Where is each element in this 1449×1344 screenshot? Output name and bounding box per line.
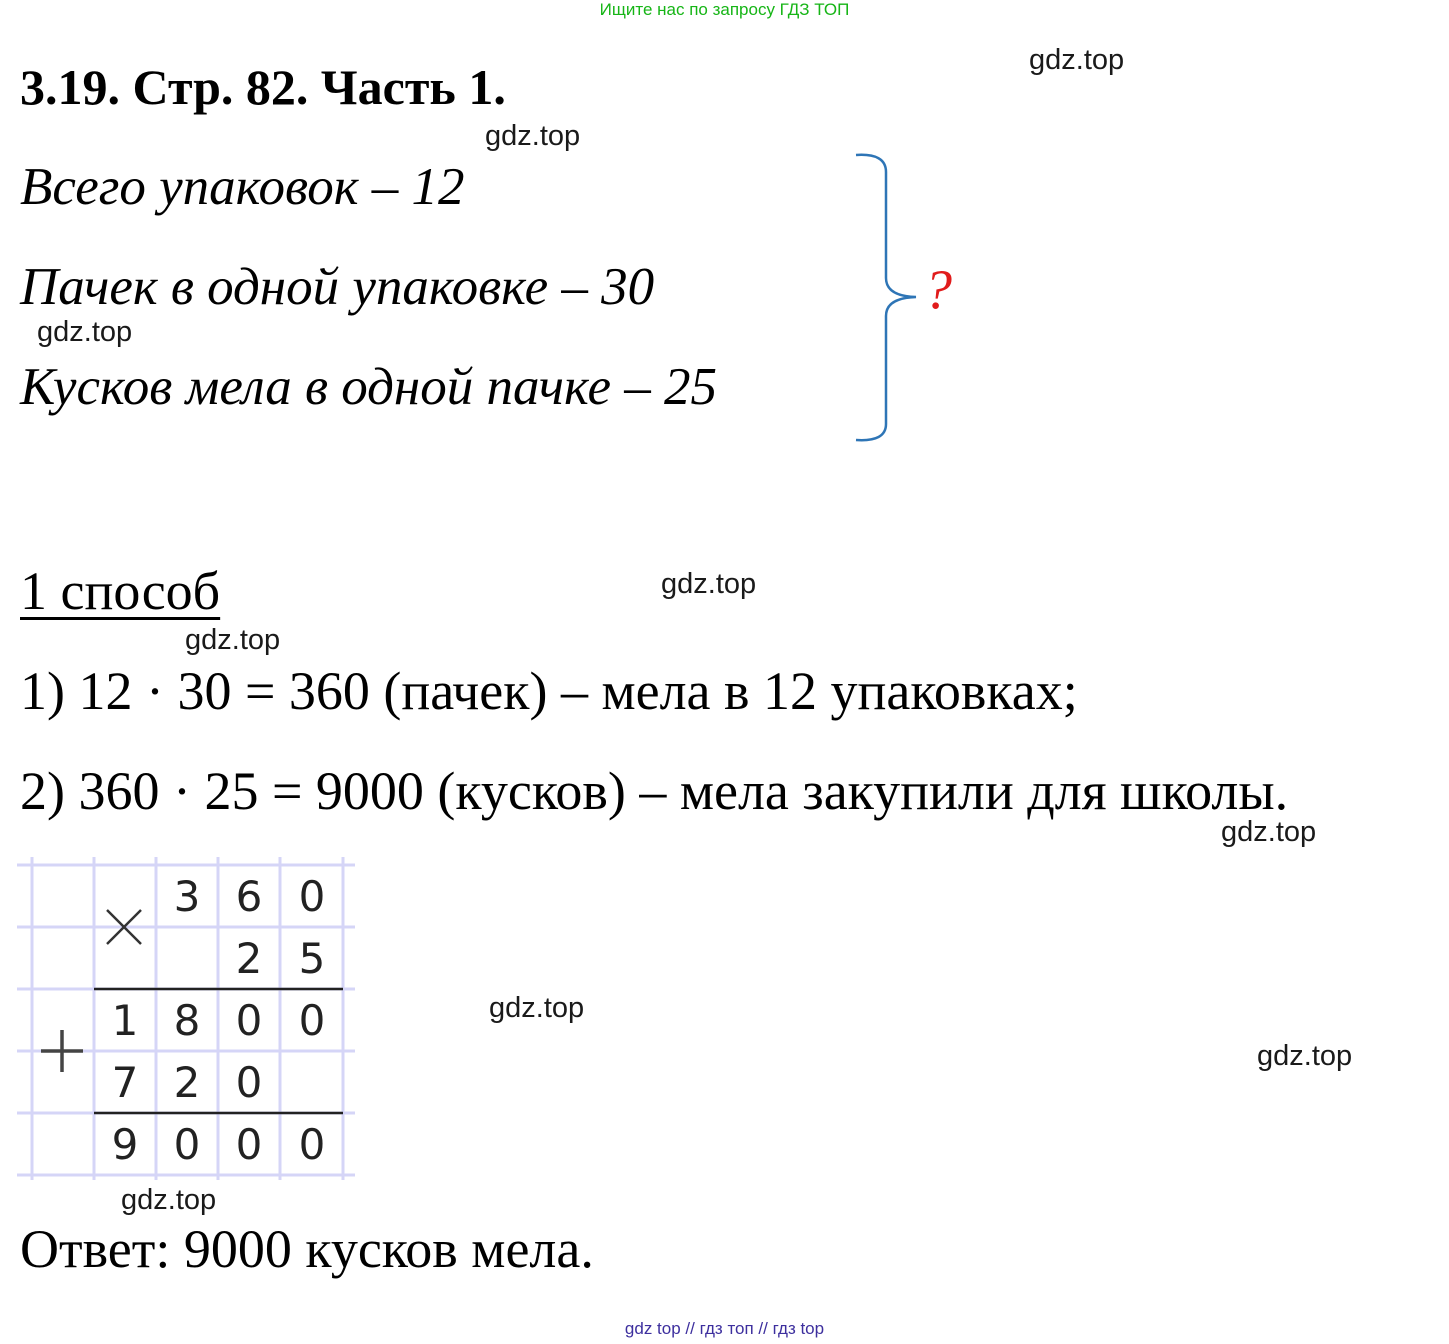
grid-digit: 0: [298, 996, 326, 1045]
question-mark: ?: [924, 259, 952, 321]
grid-digit: 0: [173, 1120, 201, 1169]
watermark: gdz.top: [185, 624, 281, 656]
method-heading: 1 способ: [20, 561, 221, 621]
watermark: gdz.top: [661, 568, 757, 600]
grid-digit: 0: [235, 1120, 263, 1169]
plus-sign-icon: [41, 1030, 83, 1072]
condition-total-packages: Всего упаковок – 12: [20, 158, 465, 216]
answer-line: Ответ: 9000 кусков мела.: [20, 1219, 594, 1279]
condition-packs-per-package: Пачек в одной упаковке – 30: [20, 258, 655, 316]
watermark: gdz.top: [37, 316, 133, 348]
watermark: gdz.top: [1257, 1040, 1353, 1072]
solution-step-2: 2) 360 · 25 = 9000 (кусков) – мела закупили для школы.: [20, 761, 1289, 821]
curly-brace: [850, 150, 930, 450]
column-multiplication: [15, 855, 360, 1185]
grid-digit: 1: [111, 996, 139, 1045]
footer-links: gdz top // гдз топ // гдз top: [624, 1319, 825, 1338]
page-title: 3.19. Стр. 82. Часть 1.: [20, 59, 506, 115]
brace-path: [856, 155, 916, 440]
grid-digit: 7: [111, 1058, 139, 1107]
grid-digit: 6: [235, 872, 263, 921]
grid-digit: 2: [173, 1058, 201, 1107]
watermark: gdz.top: [489, 992, 585, 1024]
condition-chalk-per-pack: Кусков мела в одной пачке – 25: [20, 358, 718, 416]
grid-digit: 0: [235, 996, 263, 1045]
top-banner: Ищите нас по запросу ГДЗ ТОП: [599, 0, 850, 19]
grid-digit: 0: [298, 1120, 326, 1169]
watermark: gdz.top: [485, 120, 581, 152]
watermark: gdz.top: [1221, 816, 1317, 848]
grid-digit: 0: [235, 1058, 263, 1107]
grid-digit: 3: [173, 872, 201, 921]
grid-digit: 0: [298, 872, 326, 921]
grid-digit: 5: [298, 934, 326, 983]
solution-step-1: 1) 12 · 30 = 360 (пачек) – мела в 12 упаковках;: [20, 661, 1078, 721]
watermark: gdz.top: [121, 1184, 217, 1216]
grid-digit: 9: [111, 1120, 139, 1169]
watermark: gdz.top: [1029, 44, 1125, 76]
grid-digit: 8: [173, 996, 201, 1045]
grid-digit: 2: [235, 934, 263, 983]
